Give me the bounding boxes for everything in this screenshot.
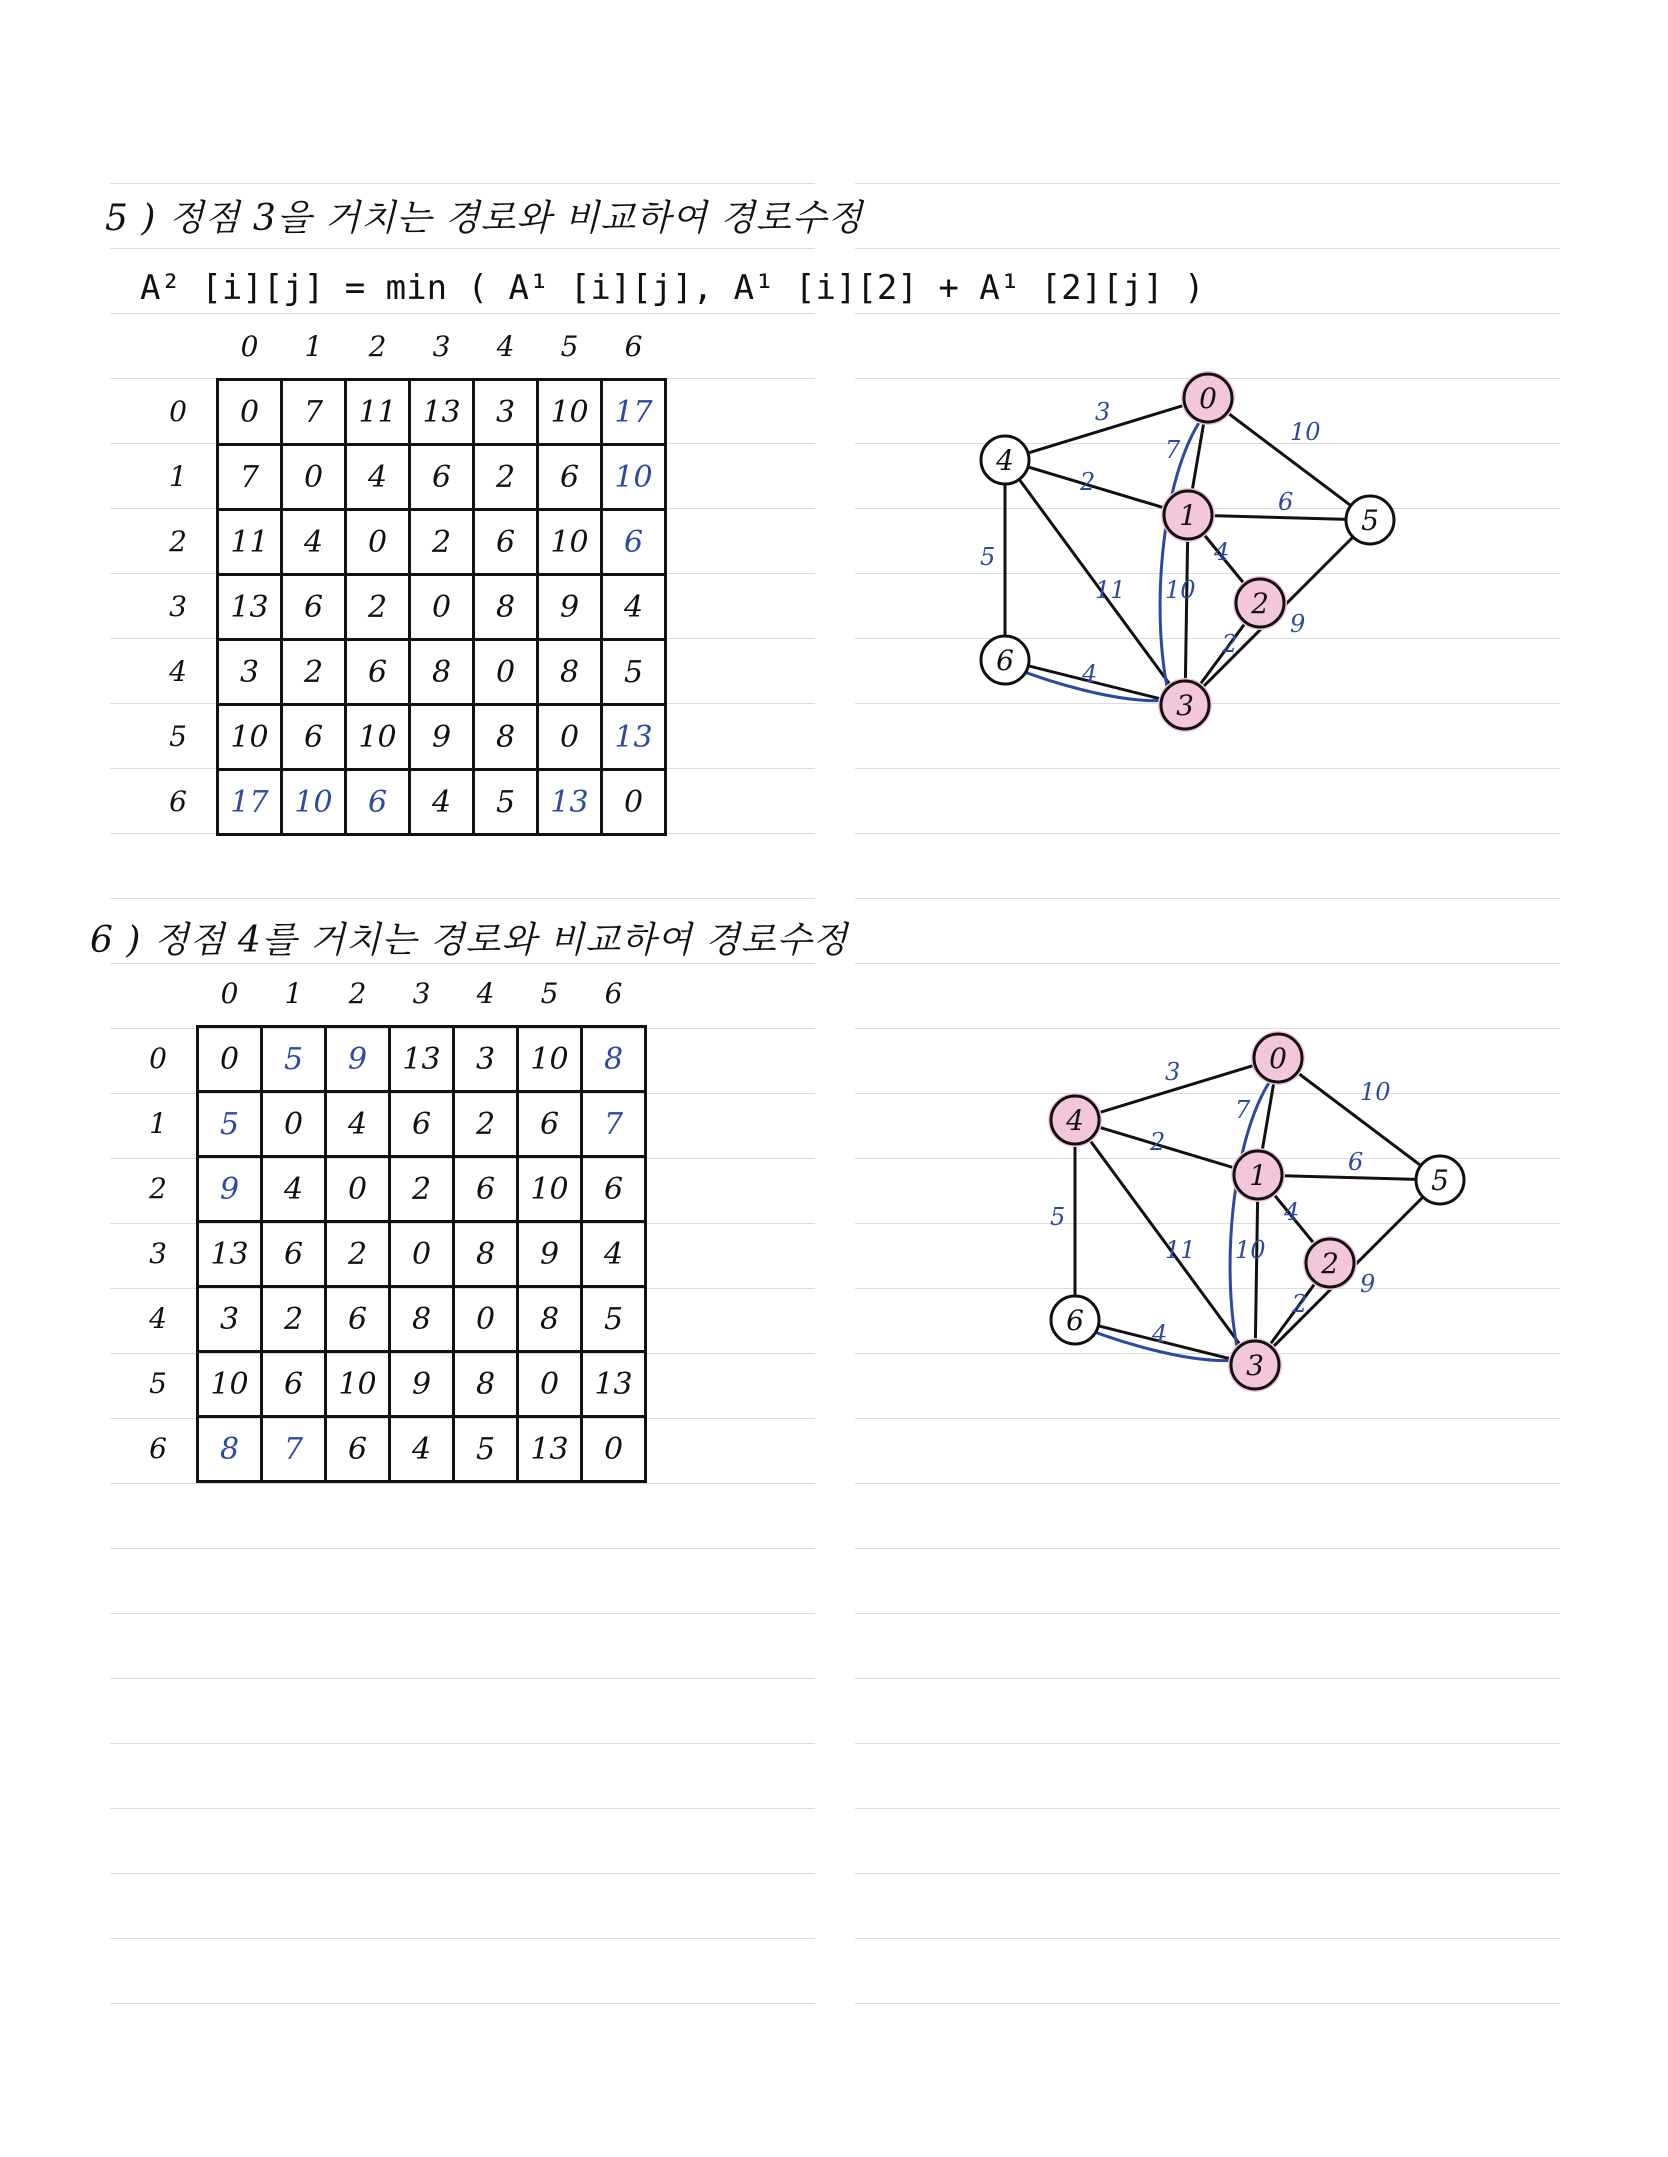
ruled-line	[110, 313, 815, 314]
ruled-line	[110, 1678, 815, 1679]
column-header: 1	[284, 977, 303, 1010]
matrix-cell: 6	[282, 705, 346, 770]
matrix-cell: 7	[262, 1417, 326, 1482]
node-label: 0	[1269, 1042, 1287, 1075]
matrix-row	[198, 1027, 646, 1092]
matrix-row	[218, 510, 666, 575]
node-label: 6	[996, 644, 1014, 677]
matrix-cell: 5	[262, 1027, 326, 1092]
ruled-line	[855, 1548, 1560, 1549]
matrix-row	[218, 575, 666, 640]
row-header: 5	[149, 1367, 167, 1400]
ruled-line	[855, 1873, 1560, 1874]
matrix-cell: 10	[538, 380, 602, 445]
ruled-line	[855, 1483, 1560, 1484]
graph-edge	[1075, 1120, 1258, 1175]
ruled-line	[110, 898, 815, 899]
row-header: 1	[169, 460, 187, 493]
path-mark-label: 7	[1165, 436, 1181, 464]
ruled-line	[110, 1938, 815, 1939]
matrix-cell: 0	[390, 1222, 454, 1287]
matrix-cell: 9	[518, 1222, 582, 1287]
matrix-cell: 4	[582, 1222, 646, 1287]
matrix-cell: 10	[282, 770, 346, 835]
ruled-line	[110, 1808, 815, 1809]
ruled-line	[855, 898, 1560, 899]
matrix-row	[198, 1222, 646, 1287]
matrix-cell: 8	[410, 640, 474, 705]
matrix-cell: 2	[474, 445, 538, 510]
matrix-cell: 9	[198, 1157, 262, 1222]
matrix-cell: 6	[346, 640, 410, 705]
ruled-line	[110, 1483, 815, 1484]
matrix-row	[218, 770, 666, 835]
matrix-row	[218, 640, 666, 705]
matrix-cell: 6	[518, 1092, 582, 1157]
matrix-cell: 2	[410, 510, 474, 575]
edge-weight-label: 6	[1348, 1148, 1364, 1176]
matrix-cell: 0	[538, 705, 602, 770]
column-header: 4	[476, 977, 495, 1010]
matrix-cell: 7	[282, 380, 346, 445]
section-6-matrix	[196, 1025, 647, 1483]
edge-weight-label: 11	[1165, 1236, 1196, 1264]
matrix-cell: 8	[474, 705, 538, 770]
row-header: 3	[149, 1237, 167, 1270]
ruled-line	[855, 248, 1560, 249]
matrix-cell: 0	[326, 1157, 390, 1222]
ruled-line	[855, 1678, 1560, 1679]
row-header: 0	[169, 395, 187, 428]
section-5-graph	[960, 370, 1420, 750]
matrix-cell: 13	[538, 770, 602, 835]
matrix-cell: 3	[474, 380, 538, 445]
ruled-line	[855, 833, 1560, 834]
graph-edge	[1005, 460, 1188, 515]
matrix-cell: 0	[282, 445, 346, 510]
matrix-cell: 10	[518, 1027, 582, 1092]
matrix-cell: 6	[326, 1417, 390, 1482]
node-label: 1	[1179, 499, 1197, 532]
matrix-cell: 9	[390, 1352, 454, 1417]
node-label: 6	[1066, 1304, 1084, 1337]
ruled-line	[855, 1938, 1560, 1939]
node-label: 3	[1176, 689, 1194, 722]
column-header: 2	[368, 330, 387, 363]
edge-weight-label: 9	[1290, 610, 1306, 638]
edge-weight-label: 9	[1360, 1270, 1376, 1298]
edge-weight-label: 3	[1095, 398, 1111, 426]
node-label: 0	[1199, 382, 1217, 415]
column-header: 2	[348, 977, 367, 1010]
matrix-row	[198, 1092, 646, 1157]
row-header: 6	[149, 1432, 167, 1465]
ruled-line	[855, 1418, 1560, 1419]
ruled-line	[855, 1028, 1560, 1029]
matrix-cell: 5	[198, 1092, 262, 1157]
matrix-cell: 0	[262, 1092, 326, 1157]
column-header: 5	[560, 330, 579, 363]
matrix-cell: 6	[390, 1092, 454, 1157]
section-5-matrix	[216, 378, 667, 836]
matrix-cell: 0	[218, 380, 282, 445]
ruled-line	[110, 248, 815, 249]
matrix-cell: 6	[262, 1352, 326, 1417]
matrix-cell: 4	[262, 1157, 326, 1222]
matrix-cell: 6	[262, 1222, 326, 1287]
matrix-cell: 2	[326, 1222, 390, 1287]
matrix-cell: 6	[410, 445, 474, 510]
matrix-cell: 5	[454, 1417, 518, 1482]
ruled-line	[110, 1743, 815, 1744]
matrix-cell: 2	[346, 575, 410, 640]
row-header: 0	[149, 1042, 167, 1075]
row-header: 2	[169, 525, 187, 558]
matrix-cell: 6	[326, 1287, 390, 1352]
edge-weight-label: 4	[1284, 1198, 1300, 1226]
edge-weight-label: 2	[1080, 468, 1096, 496]
column-header: 6	[604, 977, 623, 1010]
ruled-line	[110, 963, 815, 964]
ruled-line	[855, 768, 1560, 769]
column-header: 4	[496, 330, 515, 363]
edge-weight-label: 10	[1290, 418, 1321, 446]
matrix-cell: 3	[198, 1287, 262, 1352]
ruled-line	[855, 1808, 1560, 1809]
edge-weight-label: 2	[1150, 1128, 1166, 1156]
edge-weight-label: 6	[1278, 488, 1294, 516]
matrix-cell: 11	[218, 510, 282, 575]
edge-weight-label: 3	[1165, 1058, 1181, 1086]
matrix-cell: 7	[218, 445, 282, 510]
matrix-row	[218, 380, 666, 445]
matrix-row	[198, 1157, 646, 1222]
edge-weight-label: 5	[980, 543, 996, 571]
column-header: 3	[412, 977, 431, 1010]
edge-weight-label: 10	[1235, 1236, 1266, 1264]
row-header: 4	[149, 1302, 167, 1335]
column-header: 5	[540, 977, 559, 1010]
matrix-cell: 0	[410, 575, 474, 640]
matrix-cell: 13	[518, 1417, 582, 1482]
edge-weight-label: 10	[1360, 1078, 1391, 1106]
matrix-cell: 10	[602, 445, 666, 510]
matrix-cell: 0	[602, 770, 666, 835]
ruled-line	[855, 313, 1560, 314]
row-header: 1	[149, 1107, 167, 1140]
matrix-cell: 8	[198, 1417, 262, 1482]
matrix-cell: 7	[582, 1092, 646, 1157]
row-header: 5	[169, 720, 187, 753]
matrix-cell: 8	[474, 575, 538, 640]
matrix-cell: 5	[602, 640, 666, 705]
matrix-cell: 6	[602, 510, 666, 575]
edge-weight-label: 10	[1165, 576, 1196, 604]
matrix-cell: 2	[282, 640, 346, 705]
matrix-cell: 0	[518, 1352, 582, 1417]
edge-weight-label: 2	[1222, 630, 1238, 658]
section-5-formula: A² [i][j] = min ( A¹ [i][j], A¹ [i][2] + A¹ [2][j] )	[140, 268, 1205, 308]
node-label: 4	[1066, 1104, 1084, 1137]
ruled-line	[855, 183, 1560, 184]
ruled-line	[855, 1613, 1560, 1614]
matrix-cell: 13	[218, 575, 282, 640]
matrix-cell: 13	[390, 1027, 454, 1092]
matrix-cell: 13	[582, 1352, 646, 1417]
node-label: 4	[996, 444, 1014, 477]
node-label: 2	[1251, 587, 1269, 620]
matrix-cell: 10	[346, 705, 410, 770]
matrix-row	[198, 1352, 646, 1417]
section-5-heading: 5 ) 정점 3을 거치는 경로와 비교하여 경로수정	[105, 198, 864, 239]
column-header: 1	[304, 330, 323, 363]
matrix-cell: 6	[474, 510, 538, 575]
matrix-cell: 13	[198, 1222, 262, 1287]
matrix-cell: 5	[474, 770, 538, 835]
edge-weight-label: 11	[1095, 576, 1126, 604]
ruled-line	[110, 1873, 815, 1874]
matrix-cell: 3	[218, 640, 282, 705]
edge-weight-label: 5	[1050, 1203, 1066, 1231]
ruled-line	[110, 1548, 815, 1549]
matrix-cell: 4	[602, 575, 666, 640]
matrix-cell: 4	[326, 1092, 390, 1157]
matrix-cell: 2	[454, 1092, 518, 1157]
ruled-line	[110, 183, 815, 184]
matrix-cell: 10	[198, 1352, 262, 1417]
matrix-cell: 13	[602, 705, 666, 770]
graph-edge	[1185, 515, 1188, 705]
column-header: 6	[624, 330, 643, 363]
node-label: 3	[1246, 1349, 1264, 1382]
matrix-cell: 6	[282, 575, 346, 640]
ruled-line	[110, 1613, 815, 1614]
node-label: 5	[1361, 504, 1379, 537]
row-header: 3	[169, 590, 187, 623]
matrix-cell: 4	[282, 510, 346, 575]
matrix-cell: 10	[538, 510, 602, 575]
edge-weight-label: 4	[1152, 1320, 1168, 1348]
matrix-cell: 9	[326, 1027, 390, 1092]
matrix-cell: 17	[602, 380, 666, 445]
ruled-line	[855, 1743, 1560, 1744]
matrix-cell: 0	[198, 1027, 262, 1092]
matrix-cell: 6	[346, 770, 410, 835]
matrix-cell: 8	[582, 1027, 646, 1092]
graph-edge	[1255, 1175, 1258, 1365]
node-label: 1	[1249, 1159, 1267, 1192]
matrix-cell: 8	[538, 640, 602, 705]
matrix-cell: 8	[390, 1287, 454, 1352]
matrix-cell: 13	[410, 380, 474, 445]
matrix-cell: 6	[454, 1157, 518, 1222]
matrix-cell: 8	[454, 1222, 518, 1287]
path-mark-label: 7	[1235, 1096, 1251, 1124]
matrix-cell: 10	[326, 1352, 390, 1417]
ruled-line	[110, 2003, 815, 2004]
matrix-cell: 17	[218, 770, 282, 835]
matrix-cell: 8	[518, 1287, 582, 1352]
node-label: 5	[1431, 1164, 1449, 1197]
matrix-cell: 6	[538, 445, 602, 510]
matrix-cell: 2	[262, 1287, 326, 1352]
matrix-cell: 10	[218, 705, 282, 770]
matrix-row	[198, 1417, 646, 1482]
matrix-cell: 8	[454, 1352, 518, 1417]
row-header: 6	[169, 785, 187, 818]
column-header: 0	[240, 330, 259, 363]
row-header: 2	[149, 1172, 167, 1205]
matrix-cell: 3	[454, 1027, 518, 1092]
matrix-cell: 0	[346, 510, 410, 575]
edge-weight-label: 4	[1082, 660, 1098, 688]
matrix-cell: 0	[582, 1417, 646, 1482]
matrix-cell: 4	[346, 445, 410, 510]
column-header: 0	[220, 977, 239, 1010]
matrix-cell: 0	[474, 640, 538, 705]
matrix-cell: 4	[390, 1417, 454, 1482]
node-label: 2	[1321, 1247, 1339, 1280]
ruled-line	[855, 2003, 1560, 2004]
matrix-row	[218, 445, 666, 510]
matrix-cell: 9	[410, 705, 474, 770]
matrix-cell: 11	[346, 380, 410, 445]
edge-weight-label: 2	[1292, 1290, 1308, 1318]
row-header: 4	[169, 655, 187, 688]
matrix-cell: 6	[582, 1157, 646, 1222]
column-header: 3	[432, 330, 451, 363]
section-6-heading: 6 ) 정점 4를 거치는 경로와 비교하여 경로수정	[90, 920, 849, 961]
matrix-row	[198, 1287, 646, 1352]
matrix-cell: 4	[410, 770, 474, 835]
edge-weight-label: 4	[1214, 538, 1230, 566]
matrix-cell: 0	[454, 1287, 518, 1352]
matrix-cell: 9	[538, 575, 602, 640]
matrix-row	[218, 705, 666, 770]
matrix-cell: 5	[582, 1287, 646, 1352]
ruled-line	[855, 963, 1560, 964]
matrix-cell: 2	[390, 1157, 454, 1222]
section-6-graph	[1030, 1030, 1490, 1410]
matrix-cell: 10	[518, 1157, 582, 1222]
